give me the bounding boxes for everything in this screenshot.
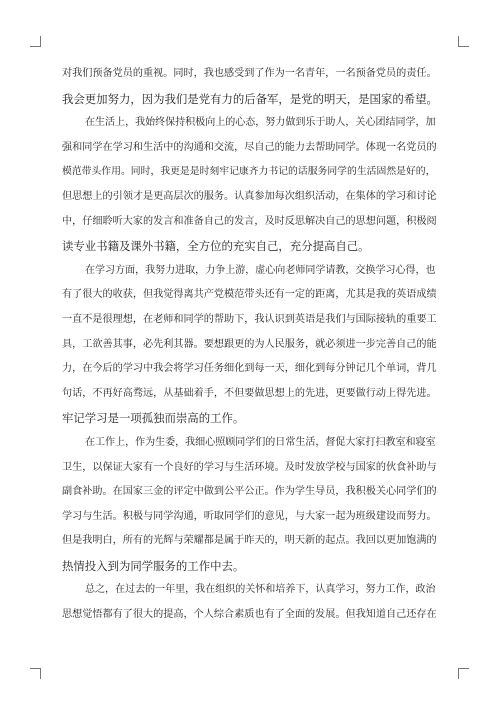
crop-mark-top-left xyxy=(30,36,41,47)
text-line: 总之，在过去的一年里，我在组织的关怀和培养下，认真学习，努力工作，政治 xyxy=(85,584,436,596)
text-line: 在生活上，我始终保持积极向上的心态，努力做到乐于助人，关心团结同学，加 xyxy=(85,117,436,129)
text-line: 学习与生活。积极与同学沟通，听取同学们的意见，与大家一起为班级建设而努力。 xyxy=(62,510,437,522)
text-line: 在工作上，作为生委，我细心照顾同学们的日常生活，督促大家打扫教室和寝室 xyxy=(85,436,436,448)
text-line: 牢记学习是一项孤独而崇高的工作。 xyxy=(62,411,245,426)
crop-mark-bottom-left xyxy=(30,668,41,679)
text-line: 强和同学在学习和生活中的沟通和交流，尽自己的能力去帮助同学。体现一名党员的 xyxy=(62,141,437,153)
paragraph-life xyxy=(62,111,438,259)
text-line: 热情投入到为同学服务的工作中去。 xyxy=(62,558,245,573)
paragraph-summary xyxy=(62,578,438,627)
text-line: 句话，不再好高骛远，从基础着手，不但要做思想上的先进，更要做行动上得先进。 xyxy=(62,387,437,399)
crop-mark-top-right xyxy=(458,36,469,47)
text-line: 对我们预备党员的重视。同时，我也感受到了作为一名青年，一名预备党员的责任。 xyxy=(62,68,437,79)
paragraph-work xyxy=(62,431,438,579)
text-line: 副食补助。在国家三金的评定中做到公平公正。作为学生导员，我积极关心同学们的 xyxy=(62,486,437,498)
text-line: 中，仔细聆听大家的发言和准备自己的发言，及时反思解决自己的思想问题，积极阅 xyxy=(62,215,437,227)
text-line: 但是我明白，所有的光辉与荣耀都是属于昨天的，明天新的起点。我回以更加饱满的 xyxy=(62,535,437,547)
document-body xyxy=(62,62,438,628)
text-line: 在学习方面，我努力进取，力争上游，虚心向老师同学请教，交换学习心得，也 xyxy=(85,264,436,276)
text-line: 力，在今后的学习中我会将学习任务细化到每一天，细化到每分钟记几个单词，背几 xyxy=(62,363,437,375)
text-line: 我会更加努力，因为我们是党有力的后备军，是党的明天，是国家的希望。 xyxy=(62,91,438,106)
text-line: 一直不是很理想，在老师和同学的帮助下，我认识到英语是我们与国际接轨的重要工 xyxy=(62,313,437,325)
text-line: 模范带头作用。同时，我更是是时刻牢记康齐力书记的话服务同学的生活固然是好的， xyxy=(62,166,436,178)
text-line: 读专业书籍及课外书籍，全方位的充实自己，充分提高自己。 xyxy=(62,239,370,254)
paragraph-party-responsibility xyxy=(62,62,438,111)
text-line: 具，工欲善其事，必先利其器。要想跟更的为人民服务，就必须进一步完善自己的能 xyxy=(62,338,437,350)
text-line: 卫生，以保证大家有一个良好的学习与生活环境。及时发放学校与国家的伙食补助与 xyxy=(62,461,437,473)
crop-mark-bottom-right xyxy=(458,668,469,679)
text-line: 有了很大的收获，但我觉得离共产党模范带头还有一定的距离，尤其是我的英语成绩 xyxy=(62,289,437,301)
text-line: 但思想上的引领才是更高层次的服务。认真参加每次组织活动，在集体的学习和讨论 xyxy=(62,190,437,202)
paragraph-study xyxy=(62,259,438,431)
text-line: 思想觉悟都有了很大的提高，个人综合素质也有了全面的发展。但我知道自己还存在 xyxy=(62,609,437,621)
